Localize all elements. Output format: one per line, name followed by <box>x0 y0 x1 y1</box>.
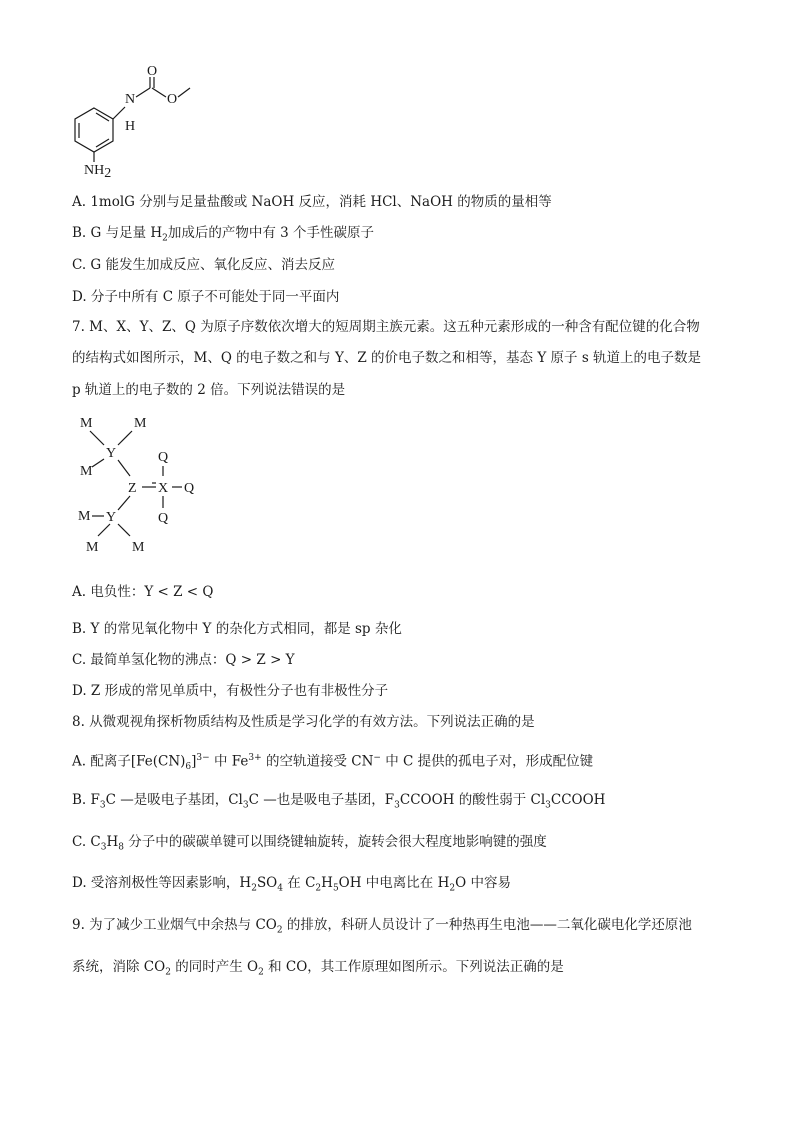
atom-o-ester: O <box>167 92 178 107</box>
atom-n: N <box>125 92 136 107</box>
atom-m-5: M <box>86 540 99 555</box>
atom-z: Z <box>128 481 137 496</box>
atom-m-2: M <box>134 416 147 431</box>
atom-y-lower: Y <box>106 510 117 525</box>
q7-option-b: B. Y 的常见氧化物中 Y 的杂化方式相同，都是 sp 杂化 <box>72 621 402 637</box>
q7-compound-structure <box>70 410 220 560</box>
q8-option-a: A. 配离子$[Fe(CN)_6]^{3-}$ 中 $Fe^{3+}$ 的空轨道接受 CN− 中 C 提供的孤电子对，形成配位键 <box>72 753 594 773</box>
q6-option-b: B. G 与足量 $H_2$加成后的产物中有 3 个手性碳原子 <box>72 225 375 244</box>
atom-m-4: M <box>78 509 91 524</box>
q6-option-a: A. 1molG 分别与足量盐酸或 NaOH 反应，消耗 HCl、NaOH 的物质的量相等 <box>72 194 552 210</box>
q6-option-c: C. G 能发生加成反应、氧化反应、消去反应 <box>72 257 336 273</box>
benzene-ring <box>75 108 113 152</box>
q7-option-d: D. Z 形成的常见单质中，有极性分子也有非极性分子 <box>72 683 389 699</box>
q9-stem-line-1: 9. 为了减少工业烟气中余热与 $CO_2$ 的排放，科研人员设计了一种热再生电池——二氧化碳电化学还原池 <box>72 917 692 936</box>
atom-q-bottom: Q <box>158 511 169 526</box>
atom-o-carbonyl: O <box>147 64 158 79</box>
molecule-g-structure <box>66 62 206 180</box>
q7-option-c: C. 最简单氢化物的沸点：Q > Z > Y <box>72 652 295 668</box>
q7-stem-line-1: 7. M、X、Y、Z、Q 为原子序数依次增大的短周期主族元素。这五种元素形成的一种含有配位键的化合物 <box>72 319 700 335</box>
atom-m-6: M <box>132 540 145 555</box>
q8-stem: 8. 从微观视角探析物质结构及性质是学习化学的有效方法。下列说法正确的是 <box>72 714 535 730</box>
nh2-label: NH2 <box>84 163 112 180</box>
q8-option-d: D. 受溶剂极性等因素影响，$H_2SO_4$ 在 $C_2H_5OH$ 中电离比在 $H_2O$ 中容易 <box>72 875 511 894</box>
atom-x: X <box>158 481 169 496</box>
q9-stem-line-2: 系统，消除 $CO_2$ 的同时产生 $O_2$ 和 CO，其工作原理如图所示。下列说法正确的是 <box>72 959 564 978</box>
atom-m-1: M <box>80 416 93 431</box>
q8-option-b: B. $F_3C$ —是吸电子基团，$Cl_3C$ —也是吸电子基团，$F_3CCOOH$ 的酸性弱于 $Cl_3CCOOH$ <box>72 792 606 811</box>
q7-option-a: A. 电负性：Y < Z < Q <box>72 584 214 600</box>
atom-q-top: Q <box>158 450 169 465</box>
atom-y-upper: Y <box>106 446 117 461</box>
q7-stem-line-3: p 轨道上的电子数的 2 倍。下列说法错误的是 <box>72 382 346 398</box>
atom-m-3: M <box>80 464 93 479</box>
q8-option-c: C. $C_3H_8$ 分子中的碳碳单键可以围绕键轴旋转，旋转会很大程度地影响键的强度 <box>72 834 547 853</box>
q7-stem-line-2: 的结构式如图所示，M、Q 的电子数之和与 Y、Z 的价电子数之和相等，基态 Y 原子 s 轨道上的电子数是 <box>72 350 702 366</box>
atom-h: H <box>125 119 136 134</box>
q6-option-d: D. 分子中所有 C 原子不可能处于同一平面内 <box>72 289 340 305</box>
atom-q-right: Q <box>184 481 195 496</box>
